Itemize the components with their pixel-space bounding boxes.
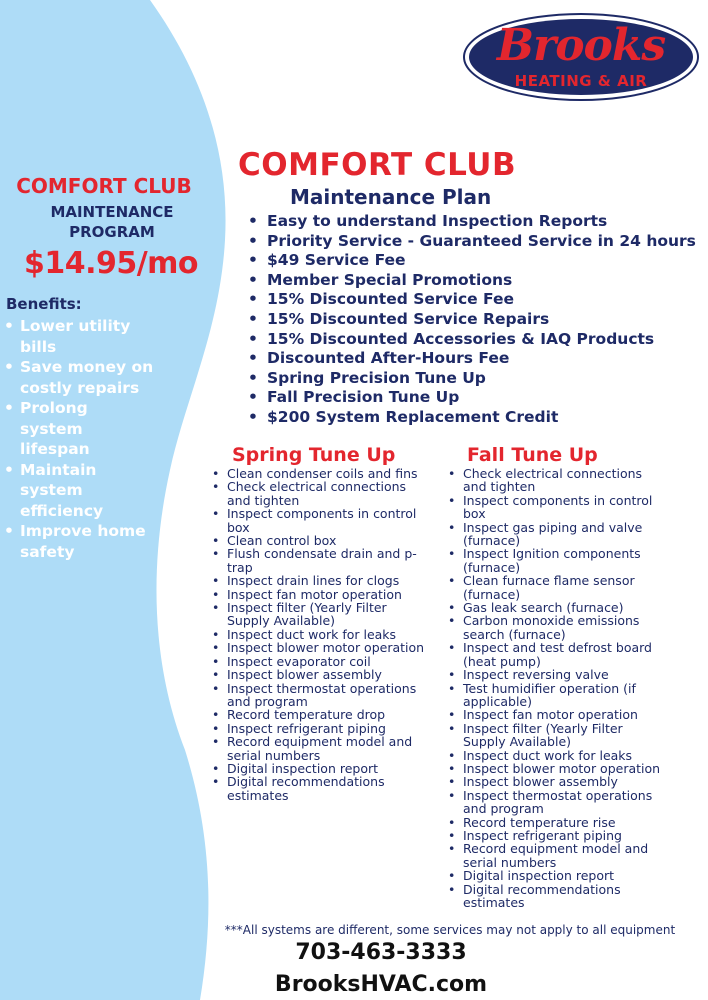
perk-item: • Fall Precision Tune Up <box>248 388 704 408</box>
fall-item: • Record temperature rise <box>446 816 668 829</box>
spring-tune-up-heading: Spring Tune Up <box>232 444 396 466</box>
perk-item: • 15% Discounted Service Fee <box>248 290 704 310</box>
spring-item: • Inspect blower assembly <box>210 668 432 681</box>
perk-item: • 15% Discounted Service Repairs <box>248 310 704 330</box>
fall-item: • Digital inspection report <box>446 869 668 882</box>
program-title: COMFORT CLUB <box>16 174 192 198</box>
benefit-item: • Prolong system lifespan <box>2 398 154 460</box>
fall-item: • Check electrical connections and tighten <box>446 467 668 494</box>
fall-item: • Inspect Ignition components (furnace) <box>446 547 668 574</box>
program-price: $14.95/mo <box>23 246 199 281</box>
plan-title: COMFORT CLUB <box>238 147 517 183</box>
program-subtitle <box>4 202 220 242</box>
perk-item: • Priority Service - Guaranteed Service in 24 hours <box>248 232 704 252</box>
fall-item: • Inspect blower motor operation <box>446 762 668 775</box>
fall-item: • Inspect reversing valve <box>446 668 668 681</box>
spring-item: • Inspect filter (Yearly Filter Supply Available) <box>210 601 432 628</box>
program-subtitle-line-1: MAINTENANCE <box>50 203 174 221</box>
spring-item: • Inspect components in control box <box>210 507 432 534</box>
fall-item: • Inspect refrigerant piping <box>446 829 668 842</box>
benefit-item: • Lower utility bills <box>2 316 154 357</box>
disclaimer-note: ***All systems are different, some services may not apply to all equipment <box>224 923 676 937</box>
fall-item: • Test humidifier operation (if applicable) <box>446 682 668 709</box>
spring-item: • Inspect blower motor operation <box>210 641 432 654</box>
fall-item: • Gas leak search (furnace) <box>446 601 668 614</box>
perk-item: • 15% Discounted Accessories & IAQ Products <box>248 330 704 350</box>
perk-item: • Easy to understand Inspection Reports <box>248 212 704 232</box>
fall-item: • Inspect filter (Yearly Filter Supply Available) <box>446 722 668 749</box>
logo-name: Brooks <box>496 20 666 71</box>
fall-item: • Inspect blower assembly <box>446 775 668 788</box>
fall-item: • Inspect duct work for leaks <box>446 749 668 762</box>
fall-tune-up-heading: Fall Tune Up <box>467 444 598 466</box>
website-link[interactable]: BrooksHVAC.com <box>274 972 488 997</box>
program-subtitle-line-2: PROGRAM <box>69 223 155 241</box>
spring-item: • Record equipment model and serial numbers <box>210 735 432 762</box>
spring-item: • Inspect refrigerant piping <box>210 722 432 735</box>
spring-item: • Inspect fan motor operation <box>210 588 432 601</box>
perk-item: • $49 Service Fee <box>248 251 704 271</box>
plan-perks-list <box>248 212 704 428</box>
fall-tune-up-list <box>446 467 668 909</box>
perk-item: • Spring Precision Tune Up <box>248 369 704 389</box>
spring-item: • Inspect evaporator coil <box>210 655 432 668</box>
fall-item: • Digital recommendations estimates <box>446 883 668 910</box>
fall-item: • Inspect fan motor operation <box>446 708 668 721</box>
plan-subtitle: Maintenance Plan <box>290 185 492 209</box>
benefit-item: • Improve home safety <box>2 521 154 562</box>
perk-item: • Discounted After-Hours Fee <box>248 349 704 369</box>
fall-item: • Inspect and test defrost board (heat pump) <box>446 641 668 668</box>
spring-item: • Inspect drain lines for clogs <box>210 574 432 587</box>
benefits-list <box>2 316 154 562</box>
fall-item: • Inspect gas piping and valve (furnace) <box>446 521 668 548</box>
phone-number[interactable]: 703-463-3333 <box>295 940 467 965</box>
spring-tune-up-list <box>210 467 432 802</box>
spring-item: • Digital recommendations estimates <box>210 775 432 802</box>
spring-item: • Inspect duct work for leaks <box>210 628 432 641</box>
fall-item: • Carbon monoxide emissions search (furnace) <box>446 614 668 641</box>
benefits-label: Benefits: <box>6 295 82 313</box>
spring-item: • Inspect thermostat operations and program <box>210 682 432 709</box>
fall-item: • Inspect components in control box <box>446 494 668 521</box>
fall-item: • Record equipment model and serial numbers <box>446 842 668 869</box>
fall-item: • Clean furnace flame sensor (furnace) <box>446 574 668 601</box>
perk-item: • Member Special Promotions <box>248 271 704 291</box>
spring-item: • Digital inspection report <box>210 762 432 775</box>
benefit-item: • Maintain system efficiency <box>2 460 154 522</box>
spring-item: • Flush condensate drain and p-trap <box>210 547 432 574</box>
logo-tagline: HEATING & AIR <box>514 72 648 90</box>
spring-item: • Clean control box <box>210 534 432 547</box>
spring-item: • Record temperature drop <box>210 708 432 721</box>
spring-item: • Clean condenser coils and fins <box>210 467 432 480</box>
benefit-item: • Save money on costly repairs <box>2 357 154 398</box>
perk-item: • $200 System Replacement Credit <box>248 408 704 428</box>
fall-item: • Inspect thermostat operations and program <box>446 789 668 816</box>
spring-item: • Check electrical connections and tighten <box>210 480 432 507</box>
